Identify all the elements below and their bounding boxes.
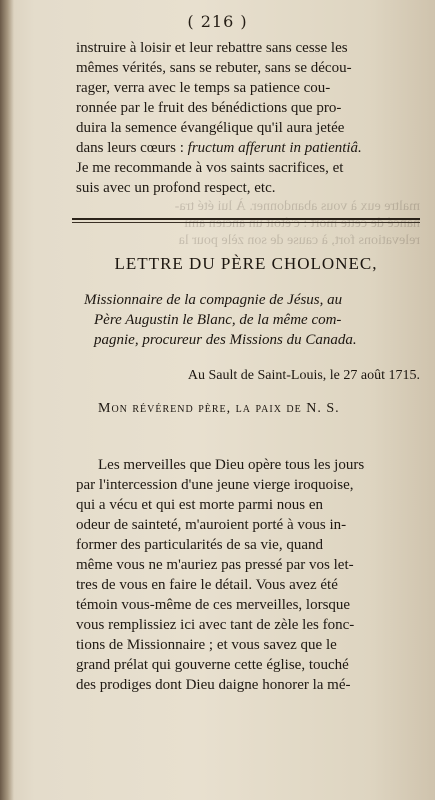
text-segment: dans leurs cœurs : bbox=[76, 140, 188, 156]
body-line: vous remplissiez ici avec tant de zèle les fonc- bbox=[76, 617, 355, 633]
page-number: ( 216 ) bbox=[187, 12, 248, 31]
text-line: ronnée par le fruit des bénédictions que pro- bbox=[76, 100, 342, 116]
body-line: tions de Missionnaire ; et vous savez que le bbox=[76, 637, 337, 653]
body-line: par l'intercession d'une jeune vierge iroquoise, bbox=[76, 477, 354, 493]
subtitle-line: pagnie, procureur des Missions du Canada. bbox=[94, 332, 357, 348]
body-line: Les merveilles que Dieu opère tous les jours bbox=[98, 457, 365, 473]
text-line: duira la semence évangélique qu'il aura jetée bbox=[76, 120, 345, 136]
section-divider-thin bbox=[72, 222, 420, 223]
subtitle-line: Père Augustin le Blanc, de la même com- bbox=[94, 312, 342, 328]
letter-subtitle bbox=[84, 290, 420, 350]
body-line: odeur de sainteté, m'auroient porté à vous in- bbox=[76, 517, 347, 533]
body-line: des prodiges dont Dieu daigne honorer la mé- bbox=[76, 677, 351, 693]
section-divider-thick bbox=[72, 218, 420, 220]
letter-salutation: Mon révérend père, la paix de N. S. bbox=[98, 401, 340, 416]
text-line: suis avec un profond respect, etc. bbox=[76, 180, 276, 196]
body-line: témoin vous-même de ces merveilles, lorsque bbox=[76, 597, 351, 613]
letter-title: LETTRE DU PÈRE CHOLONEC, bbox=[114, 254, 378, 273]
text-line-latin-quote bbox=[76, 138, 420, 158]
text-line: instruire à loisir et leur rebattre sans cesse les bbox=[76, 40, 348, 56]
page-gutter-shadow bbox=[0, 0, 14, 800]
body-line: former des particularités de sa vie, quand bbox=[76, 537, 323, 553]
body-line: même vous ne m'auriez pas pressé par vos let- bbox=[76, 557, 354, 573]
text-line: rager, verra avec le temps sa patience cou- bbox=[76, 80, 331, 96]
text-line: Je me recommande à vos saints sacrifices, et bbox=[76, 160, 344, 176]
body-line: grand prélat qui gouverne cette église, touché bbox=[76, 657, 349, 673]
letter-body bbox=[76, 455, 420, 695]
bleed-through-text: maltre eux à vous abandonner. À lui été tra- nancé de cette mort : c'étoit un ancien ami relevations fort, à cause de son zèle pour la bbox=[174, 199, 420, 248]
subtitle-line: Missionnaire de la compagnie de Jésus, au bbox=[84, 292, 343, 308]
body-line: tres de vous en faire le détail. Vous avez été bbox=[76, 577, 338, 593]
body-line: qui a vécu et qui est morte parmi nous en bbox=[76, 497, 324, 513]
latin-quote: fructum afferunt in patientiâ. bbox=[187, 140, 362, 156]
text-line: mêmes vérités, sans se rebuter, sans se décou- bbox=[76, 60, 352, 76]
top-paragraph bbox=[76, 38, 420, 198]
letter-dateline: Au Sault de Saint-Louis, le 27 août 1715. bbox=[187, 368, 420, 383]
